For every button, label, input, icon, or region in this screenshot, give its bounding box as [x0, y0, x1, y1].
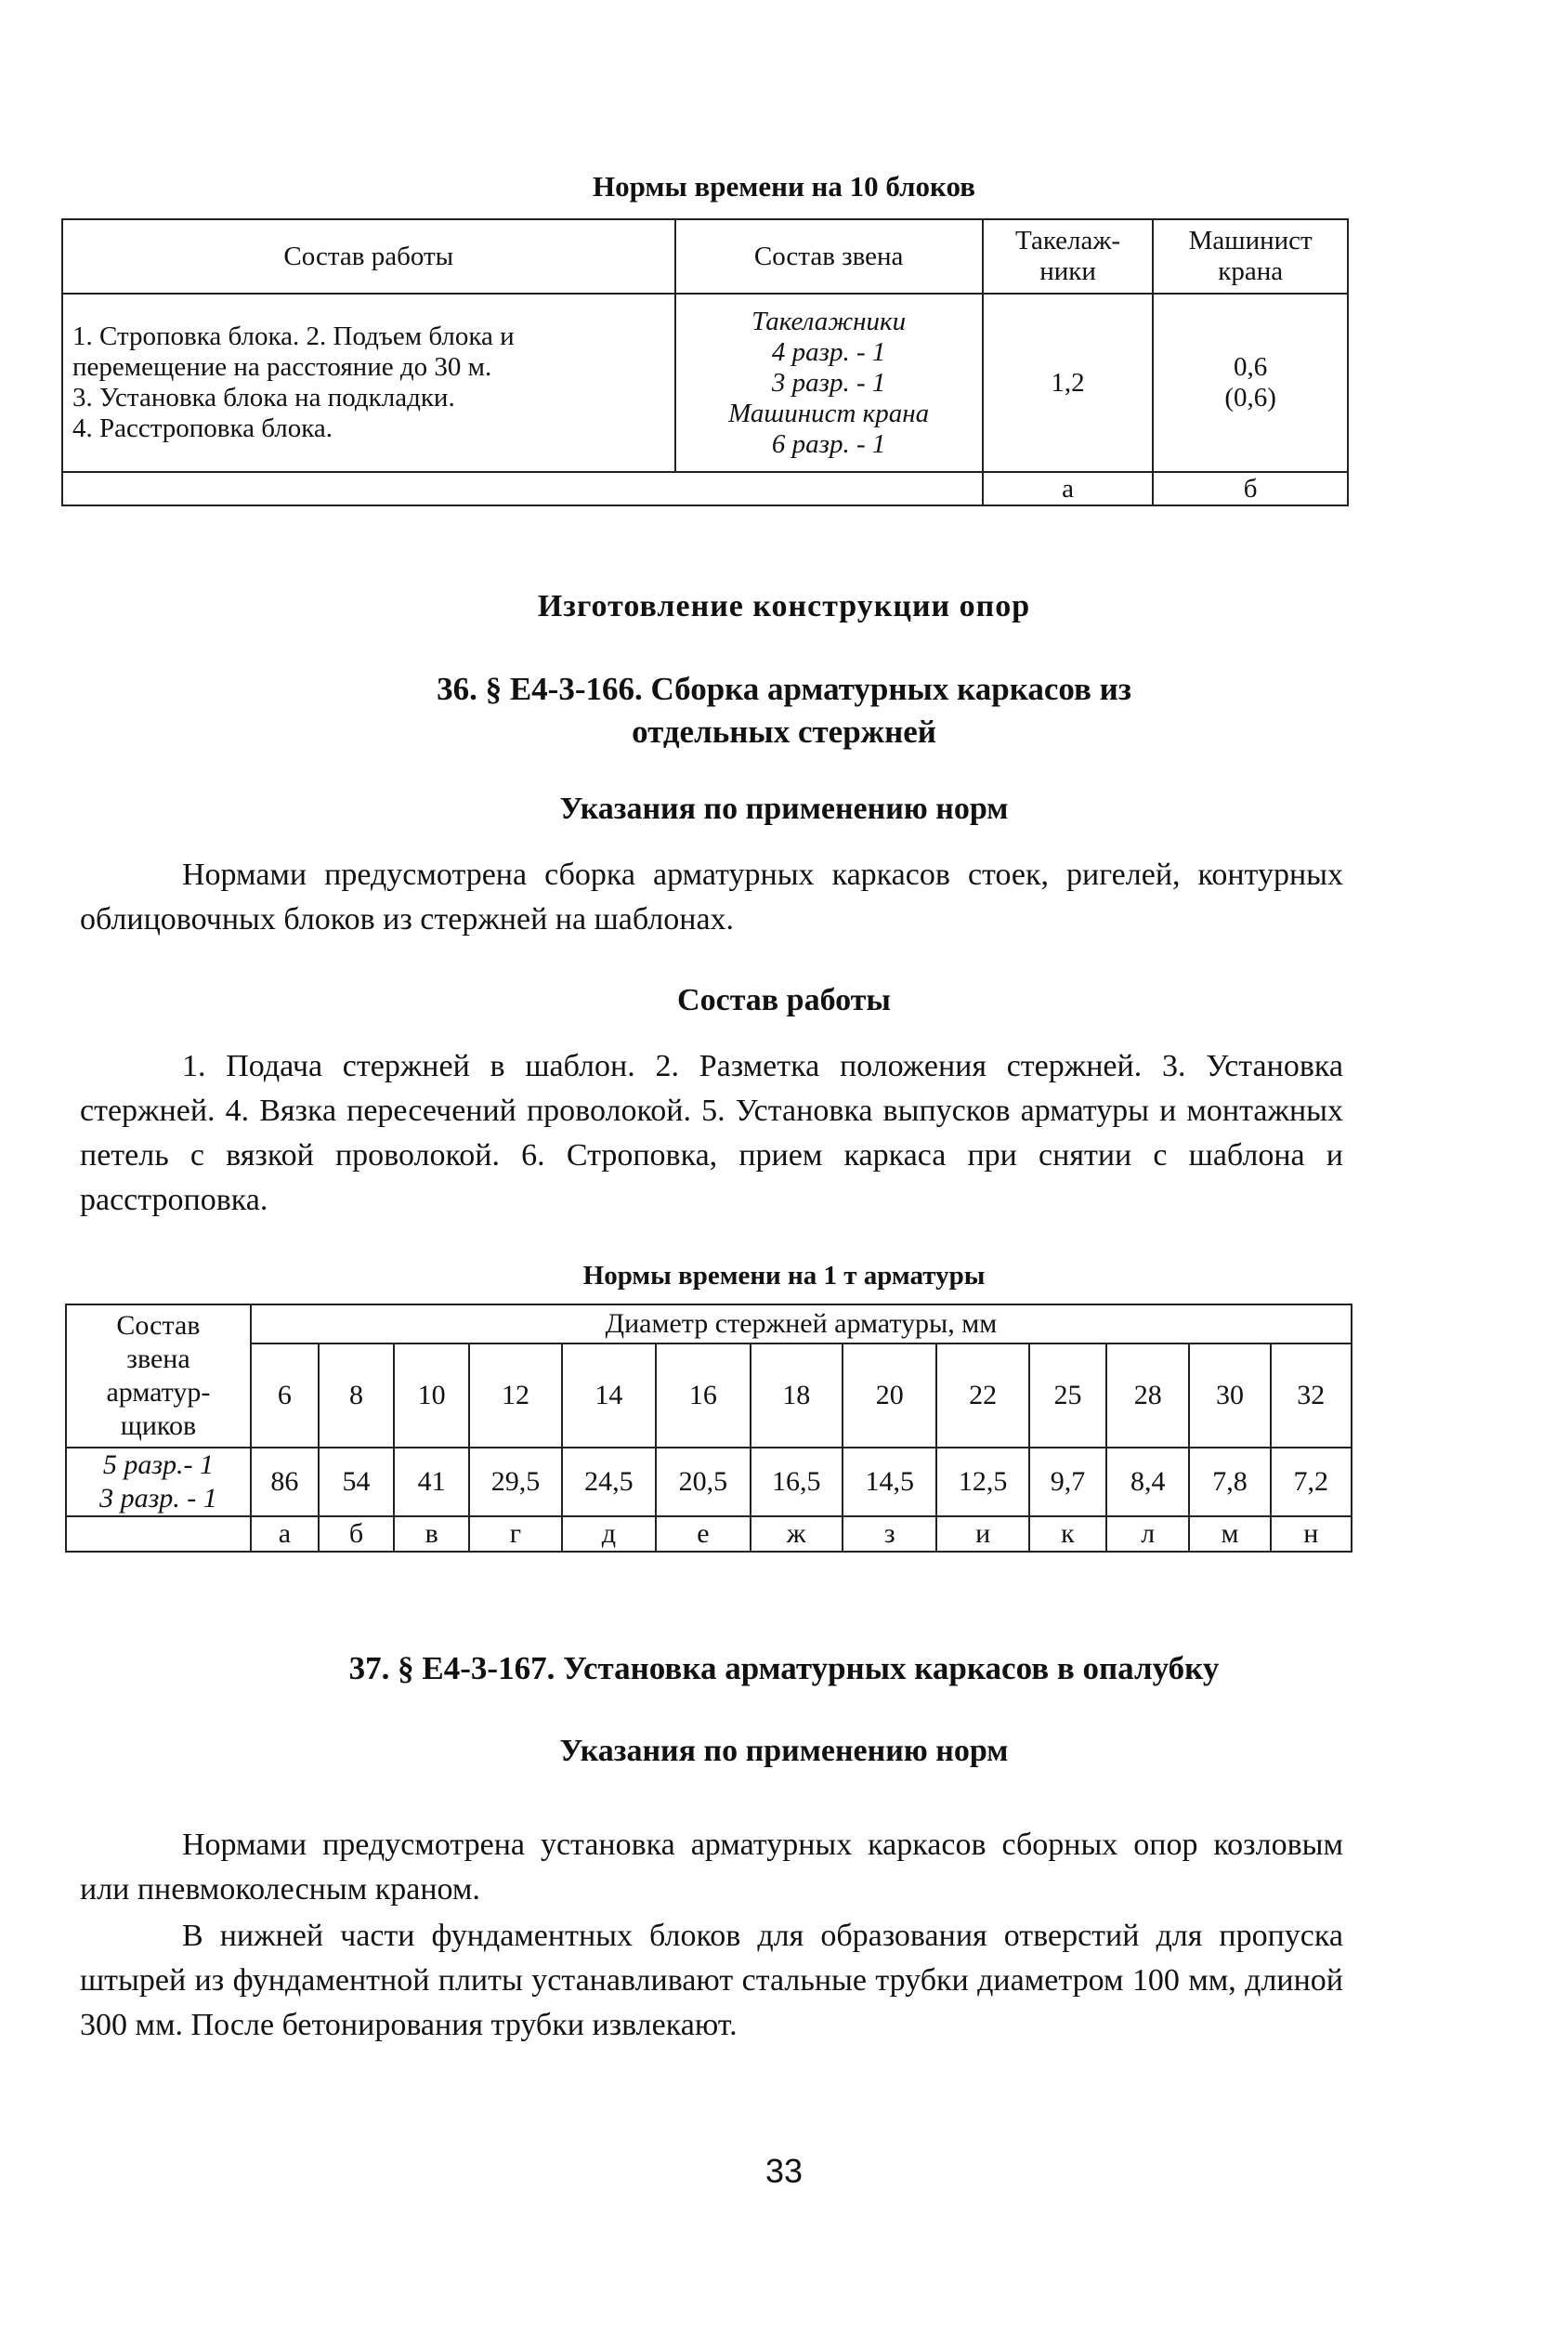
diameter-cell: 16	[656, 1343, 750, 1448]
diameter-cell: 18	[751, 1343, 843, 1448]
norm-value-cell: 54	[319, 1448, 394, 1516]
column-letter: д	[562, 1516, 656, 1552]
section37-para1: Нормами предусмотрена установка арматурных каркасов сборных опор козловым или пневмоколесным краном.	[80, 1828, 1343, 1907]
diameter-cell: 25	[1029, 1343, 1106, 1448]
diameter-cell: 12	[469, 1343, 561, 1448]
work-line: перемещение на расстояние до 30 м.	[72, 352, 492, 382]
norm-value-cell: 24,5	[562, 1448, 656, 1516]
work-description-cell	[62, 294, 675, 472]
work-line: 4. Расстроповка блока.	[72, 413, 333, 443]
column-letter: а	[251, 1516, 319, 1552]
column-letter: и	[936, 1516, 1028, 1552]
section36-work-text: 1. Подача стержней в шаблон. 2. Разметка положения стержней. 3. Установка стержней. 4. Вязка пересечений проволокой. 5. Установка выпусков арматуры и монтажных петель с вязкой проволокой. 6. Строповка, прием каркаса при снятии с шаблона и расстроповка.	[80, 1049, 1343, 1217]
time-norms-table-rebar	[65, 1304, 1352, 1553]
column-letter: е	[656, 1516, 750, 1552]
crew-line: 3 разр. - 1	[99, 1483, 217, 1514]
header-work-composition: Состав работы	[62, 219, 675, 294]
column-letter: м	[1189, 1516, 1270, 1552]
section36-guidance-text: Нормами предусмотрена сборка арматурных каркасов стоек, ригелей, контурных облицовочных блоков из стержней на шаблонах.	[80, 858, 1343, 937]
norm-value-cell: 14,5	[843, 1448, 936, 1516]
column-letter: н	[1271, 1516, 1352, 1552]
diameters-row	[66, 1343, 1352, 1448]
operator-value-alt: (0,6)	[1224, 383, 1276, 413]
operator-value-cell	[1153, 294, 1348, 472]
diameter-cell: 32	[1271, 1343, 1352, 1448]
section37-guidance-heading: Указания по применению норм	[559, 1734, 1009, 1768]
column-letter: в	[394, 1516, 469, 1552]
crew-line: 5 разр.- 1	[102, 1449, 215, 1480]
header-riggers: Такелаж- ники	[983, 219, 1154, 294]
norm-value-cell: 7,2	[1271, 1448, 1352, 1516]
work-line: 1. Строповка блока. 2. Подъем блока и	[72, 321, 515, 351]
section36-title-line1: 36. § Е4-3-166. Сборка арматурных каркасов из	[437, 671, 1131, 707]
crew-line: 6 разр. - 1	[771, 428, 886, 459]
column-letter: а	[983, 472, 1154, 505]
section37-para2: В нижней части фундаментных блоков для образования отверстий для пропуска штырей из фундаментной плиты устанавливают стальные трубки диаметром 100 мм, длиной 300 мм. После бетонирования трубки извлекают.	[80, 1919, 1343, 2042]
table2-title: Нормы времени на 1 т арматуры	[582, 1261, 986, 1291]
letters-row	[66, 1516, 1352, 1552]
column-letter: г	[469, 1516, 561, 1552]
column-letter: л	[1106, 1516, 1189, 1552]
section-title: Изготовление конструкции опор	[537, 589, 1031, 623]
crew-line: Машинист крана	[728, 398, 930, 428]
rigger-value: 1,2	[983, 294, 1154, 472]
crew-line: Такелажники	[751, 306, 907, 336]
values-row	[66, 1448, 1352, 1516]
page-number: 33	[764, 2152, 804, 2190]
diameter-cell: 8	[319, 1343, 394, 1448]
diameter-cell: 30	[1189, 1343, 1270, 1448]
section36-work-heading: Состав работы	[677, 983, 891, 1017]
crew-cell	[675, 294, 983, 472]
section36-guidance-heading: Указания по применению норм	[559, 792, 1009, 826]
blank-cell	[62, 472, 983, 505]
column-letter: к	[1029, 1516, 1106, 1552]
diameter-cell: 10	[394, 1343, 469, 1448]
diameter-cell: 22	[936, 1343, 1028, 1448]
norm-value-cell: 16,5	[751, 1448, 843, 1516]
header-diameter: Диаметр стержней арматуры, мм	[251, 1304, 1352, 1343]
norm-value-cell: 7,8	[1189, 1448, 1270, 1516]
table1-title: Нормы времени на 10 блоков	[593, 170, 975, 203]
header-crew: Состав звена арматур- щиков	[66, 1304, 251, 1448]
crew-line: 4 разр. - 1	[771, 336, 886, 367]
crew-line: 3 разр. - 1	[771, 367, 886, 398]
operator-value: 0,6	[1234, 352, 1268, 382]
norm-value-cell: 41	[394, 1448, 469, 1516]
column-letter: ж	[751, 1516, 843, 1552]
blank-cell	[66, 1516, 251, 1552]
section36-title-line2: отдельных стержней	[632, 714, 936, 750]
diameter-cell: 14	[562, 1343, 656, 1448]
crew-cell	[66, 1448, 251, 1516]
norm-value-cell: 8,4	[1106, 1448, 1189, 1516]
column-letter: б	[319, 1516, 394, 1552]
diameter-cell: 6	[251, 1343, 319, 1448]
diameter-cell: 28	[1106, 1343, 1189, 1448]
header-crane-operator: Машинист крана	[1153, 219, 1348, 294]
column-letter: б	[1153, 472, 1348, 505]
norm-value-cell: 9,7	[1029, 1448, 1106, 1516]
time-norms-table-blocks	[61, 218, 1349, 506]
column-letter: з	[843, 1516, 936, 1552]
norm-value-cell: 29,5	[469, 1448, 561, 1516]
norm-value-cell: 20,5	[656, 1448, 750, 1516]
norm-value-cell: 86	[251, 1448, 319, 1516]
header-crew-composition: Состав звена	[675, 219, 983, 294]
diameter-cell: 20	[843, 1343, 936, 1448]
norm-value-cell: 12,5	[936, 1448, 1028, 1516]
work-line: 3. Установка блока на подкладки.	[72, 383, 455, 413]
section37-title: 37. § Е4-3-167. Установка арматурных каркасов в опалубку	[348, 1650, 1220, 1686]
